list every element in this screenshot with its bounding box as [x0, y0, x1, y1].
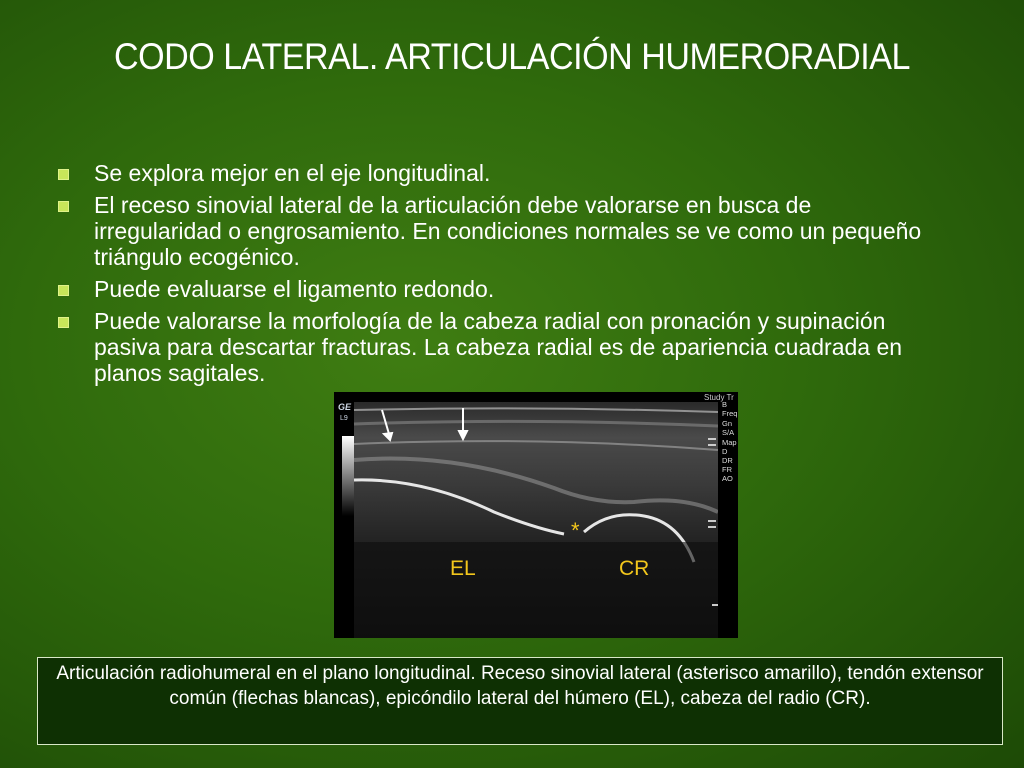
param-label: DR	[722, 456, 733, 465]
bullet-text: Puede evaluarse el ligamento redondo.	[94, 276, 495, 302]
param-label: S/A	[722, 428, 735, 437]
param-label: FR	[722, 465, 732, 474]
square-bullet-icon	[58, 317, 69, 328]
bullet-item	[56, 192, 936, 270]
bullet-text: El receso sinovial lateral de la articulación debe valorarse en busca de irregularidad o engrosamiento. En condiciones normales se ve como un pequeño triángulo ecogénico.	[94, 192, 922, 270]
square-bullet-icon	[58, 201, 69, 212]
bullet-item	[56, 276, 936, 302]
bullet-text: Se explora mejor en el eje longitudinal.	[94, 160, 491, 186]
figure-caption: Articulación radiohumeral en el plano longitudinal. Receso sinovial lateral (asterisco amarillo), tendón extensor común (flechas blancas), epicóndilo lateral del húmero (EL), cabeza del radio (CR).	[37, 657, 1003, 745]
ge-logo: GE	[338, 402, 352, 412]
param-label: D	[722, 447, 728, 456]
square-bullet-icon	[58, 285, 69, 296]
bullet-list	[56, 160, 936, 392]
bullet-item	[56, 160, 936, 186]
asterisk-marker: *	[571, 518, 580, 543]
page-title: CODO LATERAL. ARTICULACIÓN HUMERORADIAL	[113, 36, 911, 77]
param-label: B	[722, 400, 728, 409]
bullet-text: Puede valorarse la morfología de la cabeza radial con pronación y supinación pasiva para descartar fracturas. La cabeza radial es de apariencia cuadrada en planos sagitales.	[94, 308, 903, 386]
ultrasound-image	[334, 392, 738, 638]
probe-label: L9	[340, 415, 348, 422]
param-label: Gn	[722, 419, 733, 428]
bullet-item	[56, 308, 936, 386]
el-label: EL	[450, 557, 476, 580]
param-label: Map	[722, 438, 737, 447]
param-label: AO	[722, 474, 733, 483]
square-bullet-icon	[58, 169, 69, 180]
param-label: Freq	[722, 409, 738, 418]
grayscale-bar-icon	[342, 436, 354, 516]
study-label: Study Tr	[704, 393, 734, 402]
deep-shadow	[354, 542, 718, 638]
cr-label: CR	[619, 557, 650, 580]
